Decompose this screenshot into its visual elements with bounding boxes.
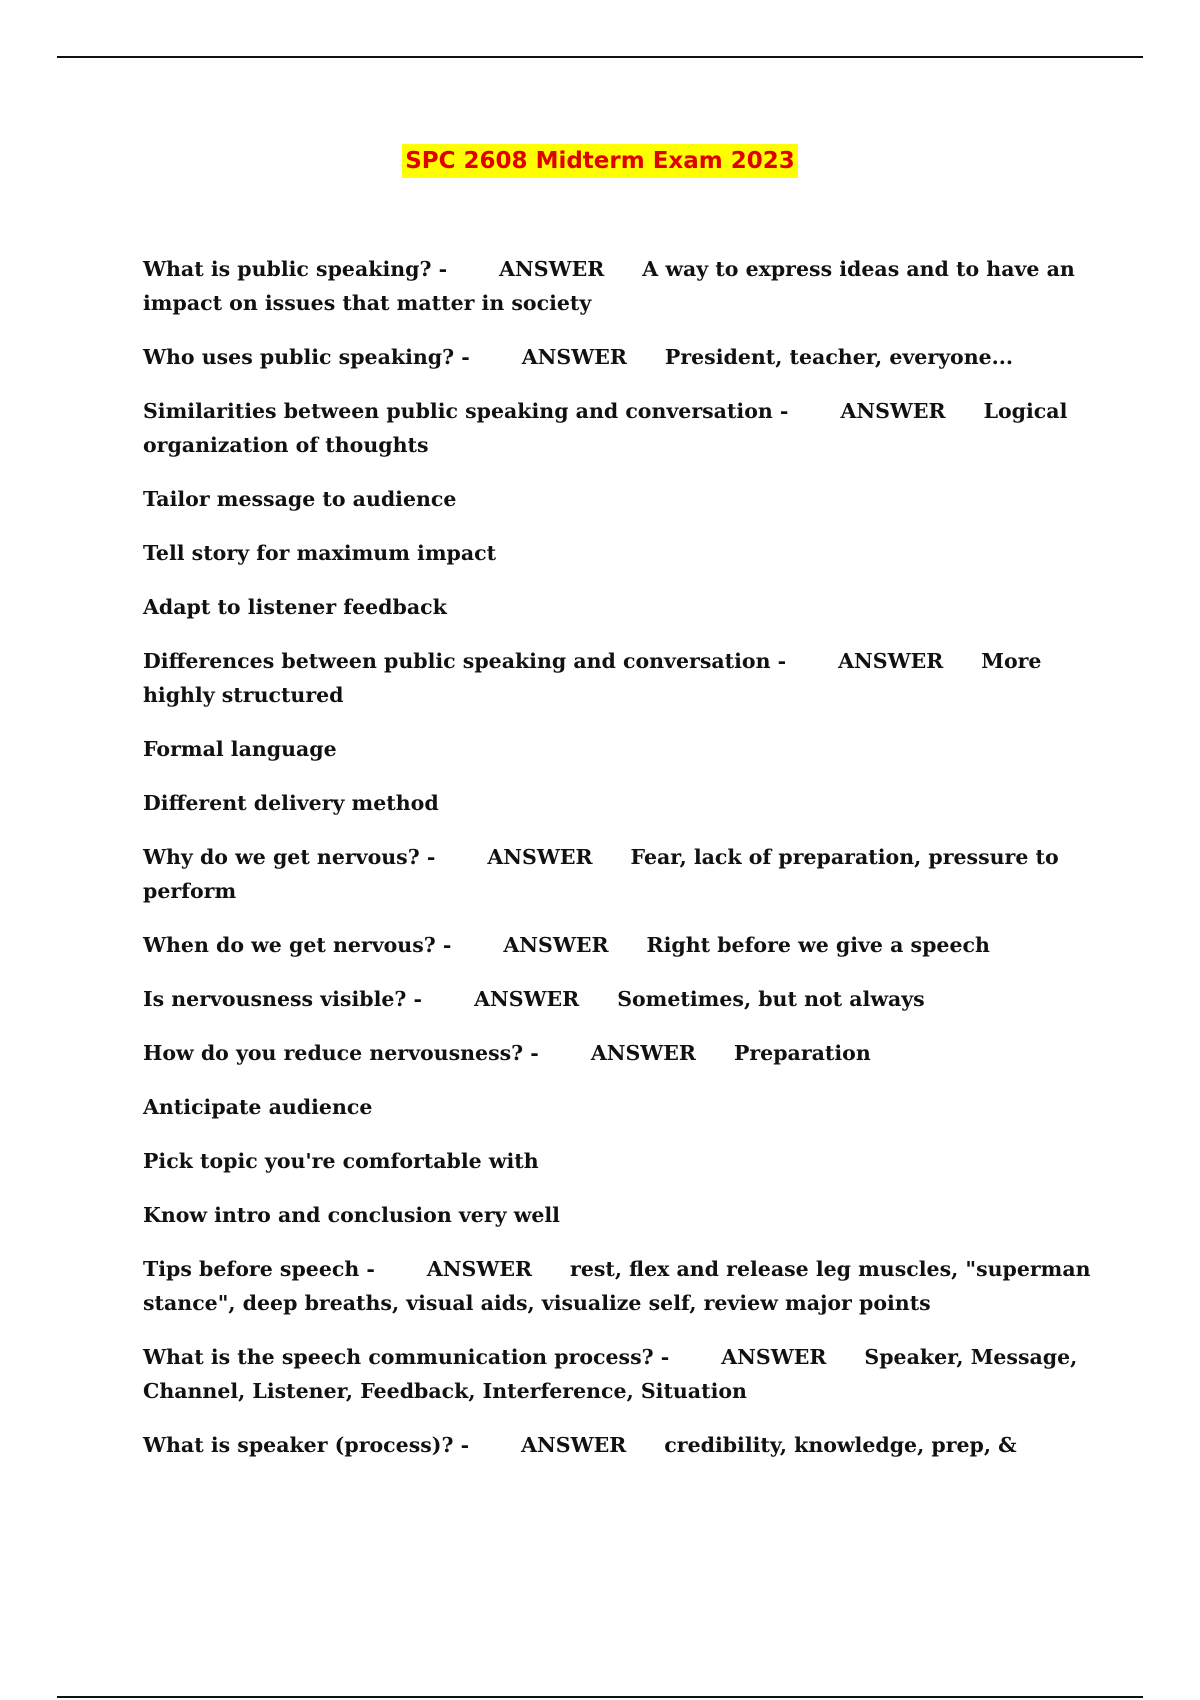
question-text: What is speaker (process)? - [143,1433,470,1457]
answer-text: President, teacher, everyone... [664,345,1014,369]
continuation-line: Formal language [143,737,337,761]
qa-list [143,252,1093,1482]
answer-text: Logical organization of thoughts [143,399,1068,457]
answer-label: ANSWER [503,933,609,957]
continuation-line: Adapt to listener feedback [143,595,447,619]
continuation-line: Different delivery method [143,791,439,815]
answer-label: ANSWER [721,1345,827,1369]
answer-text: credibility, knowledge, prep, & [664,1433,1017,1457]
question-text: Differences between public speaking and conversation - [143,649,787,673]
qa-entry [143,982,1093,1016]
qa-entry [143,1340,1093,1408]
answer-text: Speaker, Message, Channel, Listener, Feedback, Interference, Situation [143,1345,1078,1403]
answer-label: ANSWER [590,1041,696,1065]
qa-entry [143,1036,1093,1070]
question-text: When do we get nervous? - [143,933,452,957]
answer-text: Right before we give a speech [646,933,990,957]
answer-label: ANSWER [474,987,580,1011]
qa-entry [143,928,1093,962]
answer-text: rest, flex and release leg muscles, "superman stance", deep breaths, visual aids, visualize self, review major points [143,1257,1091,1315]
answer-label: ANSWER [499,257,605,281]
qa-entry [143,394,1093,462]
question-text: Similarities between public speaking and conversation - [143,399,789,423]
question-text: Who uses public speaking? - [143,345,470,369]
answer-label: ANSWER [426,1257,533,1281]
question-text: Tips before speech - [143,1257,375,1281]
continuation-line: Tailor message to audience [143,487,457,511]
answer-label: ANSWER [521,345,627,369]
answer-label: ANSWER [487,845,593,869]
qa-entry [143,340,1093,374]
answer-label: ANSWER [840,399,946,423]
question-text: Why do we get nervous? - [143,845,436,869]
answer-text: Sometimes, but not always [617,987,925,1011]
top-rule [57,56,1143,58]
answer-label: ANSWER [838,649,944,673]
answer-text: More highly structured [143,649,1042,707]
bottom-rule [57,1696,1143,1698]
question-text: Is nervousness visible? - [143,987,423,1011]
qa-entry [143,644,1093,712]
question-text: How do you reduce nervousness? - [143,1041,539,1065]
question-text: What is public speaking? - [143,257,448,281]
qa-entry [143,1428,1093,1462]
page-title: SPC 2608 Midterm Exam 2023 [402,144,798,178]
continuation-line: Pick topic you're comfortable with [143,1149,539,1173]
answer-label: ANSWER [521,1433,627,1457]
qa-entry [143,252,1093,320]
answer-text: A way to express ideas and to have an impact on issues that matter in society [143,257,1075,315]
question-text: What is the speech communication process? - [143,1345,670,1369]
continuation-line: Anticipate audience [143,1095,373,1119]
qa-entry [143,840,1093,908]
continuation-line: Tell story for maximum impact [143,541,497,565]
continuation-line: Know intro and conclusion very well [143,1203,560,1227]
qa-entry [143,1252,1093,1320]
answer-text: Preparation [733,1041,871,1065]
title-container [0,144,1200,178]
answer-text: Fear, lack of preparation, pressure to perform [143,845,1059,903]
